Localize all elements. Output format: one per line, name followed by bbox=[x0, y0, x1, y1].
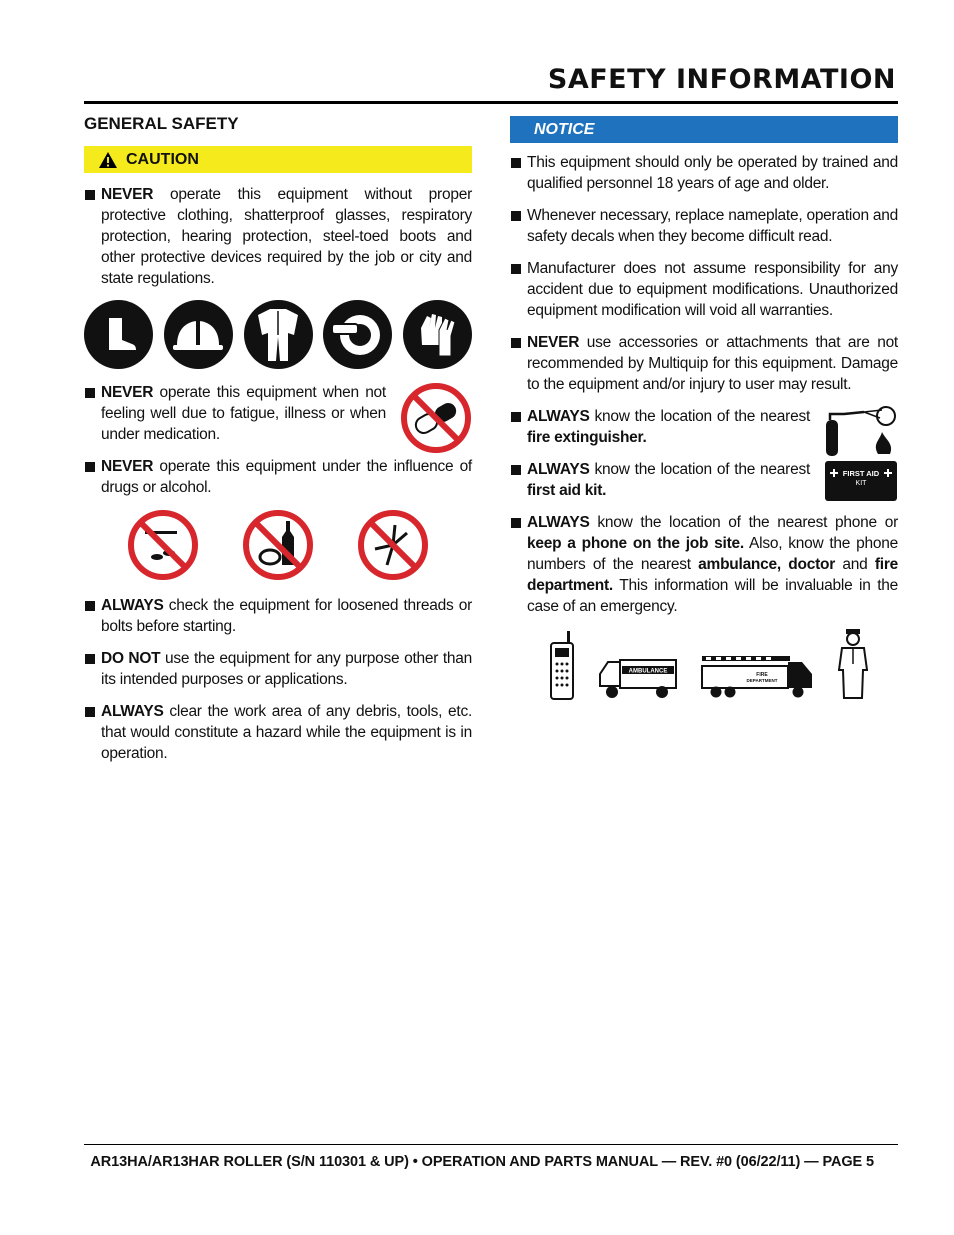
bullet-fire-extinguisher: ALWAYS know the location of the nearest fire extinguisher. bbox=[510, 406, 810, 448]
footer-rule bbox=[84, 1144, 898, 1145]
no-smoking-icon bbox=[357, 509, 429, 581]
gloves-icon bbox=[403, 300, 472, 369]
section-heading: GENERAL SAFETY bbox=[84, 114, 239, 133]
bullet-clear-work-area: ALWAYS clear the work area of any debris, tools, etc. that would constitute a hazard while the equipment is in operation. bbox=[84, 701, 472, 764]
ambulance-icon bbox=[598, 656, 678, 700]
right-column bbox=[510, 112, 898, 700]
bullet-emergency-numbers: ALWAYS know the location of the nearest phone or keep a phone on the job site. Also, know the phone numbers of the nearest ambulance, doctor and fire department. This information will be invaluable in the case of an emergency. bbox=[510, 512, 898, 617]
ambulance-label: AMBULANCE bbox=[628, 668, 668, 675]
safety-glasses-icon bbox=[323, 300, 392, 369]
coveralls-icon bbox=[244, 300, 313, 369]
prohibition-icon-row bbox=[106, 509, 450, 581]
fire-truck-icon bbox=[700, 650, 816, 700]
ppe-icon-row bbox=[84, 300, 472, 369]
emergency-icon-row bbox=[548, 628, 868, 700]
caution-banner bbox=[84, 146, 472, 173]
warning-triangle-icon bbox=[98, 151, 118, 169]
page-title: SAFETY INFORMATION bbox=[547, 64, 896, 95]
no-drugs-icon bbox=[127, 509, 199, 581]
title-rule bbox=[84, 101, 898, 104]
medication-block bbox=[84, 382, 472, 456]
bullet-protective-gear: NEVER operate this equipment without proper protective clothing, shatterproof glasses, respiratory protection, hearing protection, steel-toed boots and other protective devices required by the job or city and state regulations. bbox=[84, 184, 472, 289]
bullet-drugs-alcohol: NEVER operate this equipment under the influence of drugs or alcohol. bbox=[84, 456, 472, 498]
bullet-first-aid: ALWAYS know the location of the nearest first aid kit. bbox=[510, 459, 810, 501]
first-aid-block bbox=[510, 459, 898, 512]
first-aid-label: FIRST AID bbox=[842, 469, 880, 478]
no-alcohol-icon bbox=[242, 509, 314, 581]
bullet-replace-decals: Whenever necessary, replace nameplate, operation and safety decals when they become difficult read. bbox=[510, 205, 898, 247]
doctor-icon bbox=[838, 628, 868, 700]
notice-banner bbox=[510, 116, 898, 143]
caution-label: CAUTION bbox=[126, 150, 199, 168]
bullet-accessories: NEVER use accessories or attachments that are not recommended by Multiquip for this equipment. Damage to the equipment and/or injury to user may result. bbox=[510, 332, 898, 395]
bullet-modifications: Manufacturer does not assume responsibility for any accident due to equipment modifications. Unauthorized equipment modification will void all warranties. bbox=[510, 258, 898, 321]
first-aid-kit-icon bbox=[824, 459, 898, 501]
hard-hat-icon bbox=[164, 300, 233, 369]
bullet-intended-use: DO NOT use the equipment for any purpose other than its intended purposes or applications. bbox=[84, 648, 472, 690]
page-footer: AR13HA/AR13HAR ROLLER (S/N 110301 & UP) • OPERATION AND PARTS MANUAL — REV. #0 (06/22/11) — PAGE 5 bbox=[90, 1154, 874, 1170]
notice-label: NOTICE bbox=[534, 120, 595, 138]
fire-extinguisher-icon bbox=[824, 406, 898, 458]
fire-label: FIRE bbox=[756, 672, 768, 678]
first-aid-kit-label: KIT bbox=[855, 480, 867, 487]
department-label: DEPARTMENT bbox=[746, 678, 778, 683]
mobile-phone-icon bbox=[548, 630, 576, 700]
bullet-medication: NEVER operate this equipment when not feeling well due to fatigue, illness or when under medication. bbox=[84, 382, 386, 445]
no-medication-icon bbox=[400, 382, 472, 454]
bullet-check-threads: ALWAYS check the equipment for loosened threads or bolts before starting. bbox=[84, 595, 472, 637]
bullet-trained-personnel: This equipment should only be operated by trained and qualified personnel 18 years of age and older. bbox=[510, 152, 898, 194]
boot-icon bbox=[84, 300, 153, 369]
fire-extinguisher-block bbox=[510, 406, 898, 459]
left-column bbox=[84, 112, 472, 775]
